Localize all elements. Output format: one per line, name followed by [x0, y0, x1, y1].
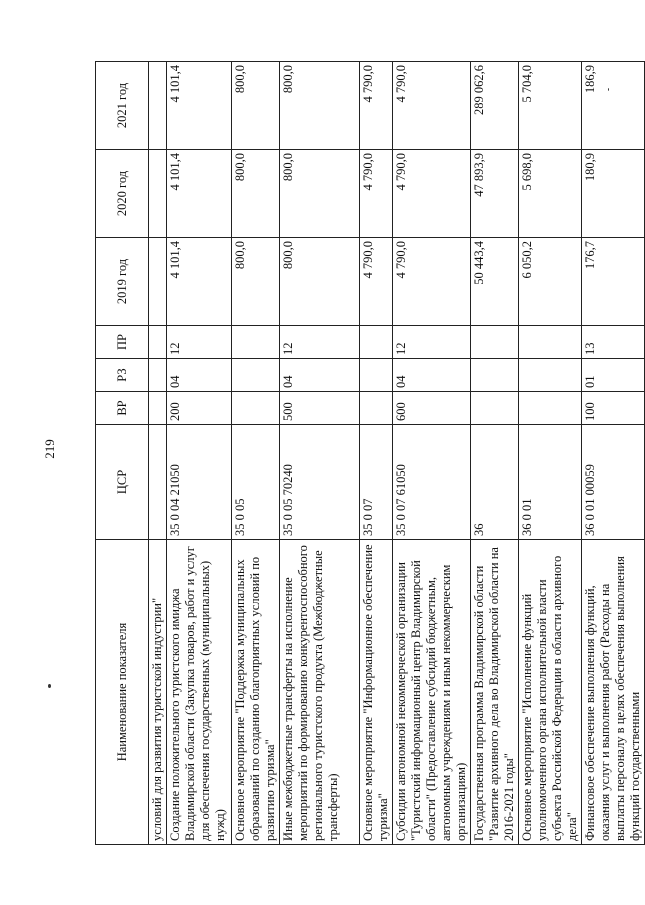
cell-2019: 4 790,0 [360, 238, 393, 326]
cell-2020: 5 698,0 [519, 150, 582, 238]
cell-name: Иные межбюджетные трансферты на исполнение мероприятий по формированию конкурентоспособного регионального туристского продукта (Межбюджетные трансферты) [280, 540, 360, 845]
header-pr: ПР [96, 326, 149, 359]
header-2019: 2019 год [96, 238, 149, 326]
cell-2020: 180,9 [582, 150, 645, 238]
cell-vr [471, 392, 519, 425]
cell-2019: 800,0 [280, 238, 360, 326]
cell-2020: 4 790,0 [393, 150, 471, 238]
cell-name: Субсидии автономной некоммерческой организации "Туристский информационный центр Владимирской области" (Предоставление субсидий бюджетным, автономным учреждениям и иным некоммерческим организациям) [393, 540, 471, 845]
table-row [280, 62, 360, 845]
cell-rz: 04 [167, 359, 232, 392]
cell-pr [471, 326, 519, 359]
cell-2021: 186,9 [582, 62, 645, 150]
cell-2021: 800,0 [232, 62, 280, 150]
header-rz: РЗ [96, 359, 149, 392]
cell-tsr: 36 [471, 425, 519, 540]
cell-2021: 4 790,0 [393, 62, 471, 150]
table-row [167, 62, 232, 845]
table-row [360, 62, 393, 845]
cell-rz [360, 359, 393, 392]
cell-rz: 04 [280, 359, 360, 392]
cell-2021: 5 704,0 [519, 62, 582, 150]
cell-2019: 4 101,4 [167, 238, 232, 326]
cell-tsr: 36 0 01 00059 [582, 425, 645, 540]
cell-2020: 47 893,9 [471, 150, 519, 238]
cell-rz [149, 359, 167, 392]
cell-vr: 100 [582, 392, 645, 425]
table-row [393, 62, 471, 845]
cell-2019 [149, 238, 167, 326]
cell-pr: 13 [582, 326, 645, 359]
cell-2021: 4 790,0 [360, 62, 393, 150]
cell-rz [519, 359, 582, 392]
cell-2020: 800,0 [280, 150, 360, 238]
cell-rz [471, 359, 519, 392]
cell-vr [149, 392, 167, 425]
cell-tsr [149, 425, 167, 540]
cell-vr [360, 392, 393, 425]
cell-2019: 176,7 [582, 238, 645, 326]
cell-pr: 12 [393, 326, 471, 359]
header-indicator-name: Наименование показателя [96, 540, 149, 845]
cell-2019: 6 050,2 [519, 238, 582, 326]
cell-name: Основное мероприятие "Исполнение функций уполномоченного органа исполнительной власти субъекта Российской Федерации в области архивного дела" [519, 540, 582, 845]
table-row [149, 62, 167, 845]
cell-vr: 200 [167, 392, 232, 425]
cell-2021: 800,0 [280, 62, 360, 150]
cell-pr [519, 326, 582, 359]
cell-2020: 800,0 [232, 150, 280, 238]
table-row [471, 62, 519, 845]
cell-2020: 4 101,4 [167, 150, 232, 238]
cell-name: условий для развития туристской индустрии" [149, 540, 167, 845]
cell-2021: 4 101,4 [167, 62, 232, 150]
header-2021: 2021 год [96, 62, 149, 150]
cell-2020: 4 790,0 [360, 150, 393, 238]
cell-pr: 12 [167, 326, 232, 359]
cell-tsr: 35 0 07 61050 [393, 425, 471, 540]
table-header-row [96, 62, 149, 845]
cell-rz: 01 [582, 359, 645, 392]
cell-tsr: 35 0 07 [360, 425, 393, 540]
cell-name: Основное мероприятие "Информационное обеспечение туризма" [360, 540, 393, 845]
scan-speck [48, 684, 51, 688]
budget-table [95, 61, 645, 845]
table-row [582, 62, 645, 845]
budget-table-rotated [95, 62, 642, 845]
cell-name: Финансовое обеспечение выполнения функций, оказания услуг и выполнения работ (Расходы на выплаты персоналу в целях обеспечения выполнения функций государственными [582, 540, 645, 845]
cell-2019: 50 443,4 [471, 238, 519, 326]
cell-name: Основное мероприятие "Поддержка муниципальных образований по созданию благоприятных условий по развитию туризма" [232, 540, 280, 845]
cell-tsr: 35 0 05 70240 [280, 425, 360, 540]
cell-vr: 600 [393, 392, 471, 425]
cell-2019: 800,0 [232, 238, 280, 326]
cell-2019: 4 790,0 [393, 238, 471, 326]
cell-tsr: 35 0 05 [232, 425, 280, 540]
cell-2020 [149, 150, 167, 238]
cell-rz [232, 359, 280, 392]
cell-pr [149, 326, 167, 359]
cell-tsr: 36 0 01 [519, 425, 582, 540]
header-vr: ВР [96, 392, 149, 425]
cell-pr: 12 [280, 326, 360, 359]
cell-vr: 500 [280, 392, 360, 425]
cell-vr [519, 392, 582, 425]
cell-pr [232, 326, 280, 359]
cell-2021: 289 062,6 [471, 62, 519, 150]
cell-vr [232, 392, 280, 425]
header-tsr: ЦСР [96, 425, 149, 540]
cell-rz: 04 [393, 359, 471, 392]
header-2020: 2020 год [96, 150, 149, 238]
cell-pr [360, 326, 393, 359]
table-row [519, 62, 582, 845]
table-row [232, 62, 280, 845]
cell-name: Государственная программа Владимирской области "Развитие архивного дела во Владимирской области на 2016-2021 годы" [471, 540, 519, 845]
cell-tsr: 35 0 04 21050 [167, 425, 232, 540]
page-number: 219 [42, 439, 57, 459]
cell-2021 [149, 62, 167, 150]
cell-name: Создание положительного туристского имиджа Владимирской области (Закупка товаров, работ и услуг для обеспечения государственных (муниципальных) нужд) [167, 540, 232, 845]
